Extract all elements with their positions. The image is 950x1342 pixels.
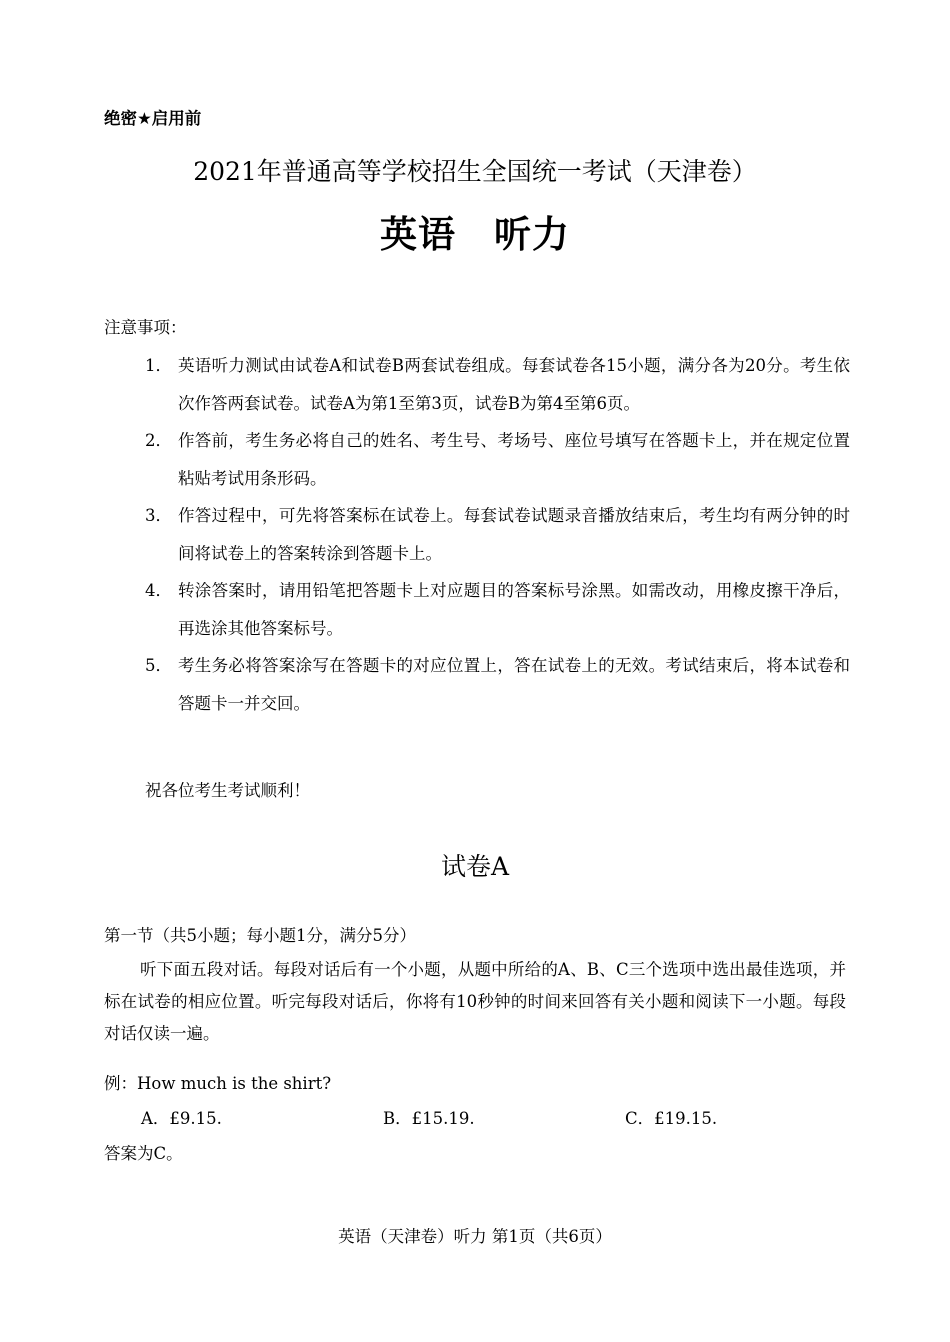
notes-list [145, 347, 850, 722]
subject-title: 英语 听力 [380, 213, 570, 256]
note-item-4 [145, 572, 850, 647]
page-footer: 英语（天津卷）听力 第1页（共6页） [338, 1227, 612, 1246]
example-option-a: A．£9.15. [141, 1109, 222, 1128]
greeting: 祝各位考生考试顺利！ [145, 781, 310, 800]
note-text: 考生务必将答案涂写在答题卡的对应位置上，答在试卷上的无效。考试结束后，将本试卷和答题卡一并交回。 [178, 656, 850, 713]
note-text: 转涂答案时，请用铅笔把答题卡上对应题目的答案标号涂黑。如需改动，用橡皮擦干净后，再选涂其他答案标号。 [178, 581, 850, 638]
note-number: 5． [145, 656, 172, 675]
note-item-3 [145, 497, 850, 572]
note-text: 作答前，考生务必将自己的姓名、考生号、考场号、座位号填写在答题卡上，并在规定位置粘贴考试用条形码。 [178, 431, 850, 488]
note-item-5 [145, 647, 850, 722]
note-number: 4． [145, 581, 172, 600]
exam-title: 2021年普通高等学校招生全国统一考试（天津卷） [193, 157, 757, 186]
note-number: 2． [145, 431, 172, 450]
note-item-1 [145, 347, 850, 422]
section-heading: 第一节（共5小题；每小题1分，满分5分） [104, 926, 416, 945]
example-answer: 答案为C。 [104, 1144, 183, 1163]
example-question: 例：How much is the shirt? [104, 1074, 332, 1093]
confidential-label: 绝密★启用前 [104, 109, 202, 128]
example-option-c: C．£19.15. [625, 1109, 718, 1128]
example-option-b: B．£15.19. [383, 1109, 475, 1128]
note-text: 英语听力测试由试卷A和试卷B两套试卷组成。每套试卷各15小题，满分各为20分。考生依次作答两套试卷。试卷A为第1至第3页，试卷B为第4至第6页。 [178, 356, 850, 413]
note-text: 作答过程中，可先将答案标在试卷上。每套试卷试题录音播放结束后，考生均有两分钟的时间将试卷上的答案转涂到答题卡上。 [178, 506, 850, 563]
note-item-2 [145, 422, 850, 497]
note-number: 1． [145, 356, 172, 375]
paper-title: 试卷A [440, 852, 510, 881]
note-number: 3． [145, 506, 172, 525]
section-instructions: 听下面五段对话。每段对话后有一个小题，从题中所给的A、B、C三个选项中选出最佳选项，并标在试卷的相应位置。听完每段对话后，你将有10秒钟的时间来回答有关小题和阅读下一小题。每段对话仅读一遍。 [104, 960, 846, 1043]
notes-heading: 注意事项： [104, 318, 187, 337]
